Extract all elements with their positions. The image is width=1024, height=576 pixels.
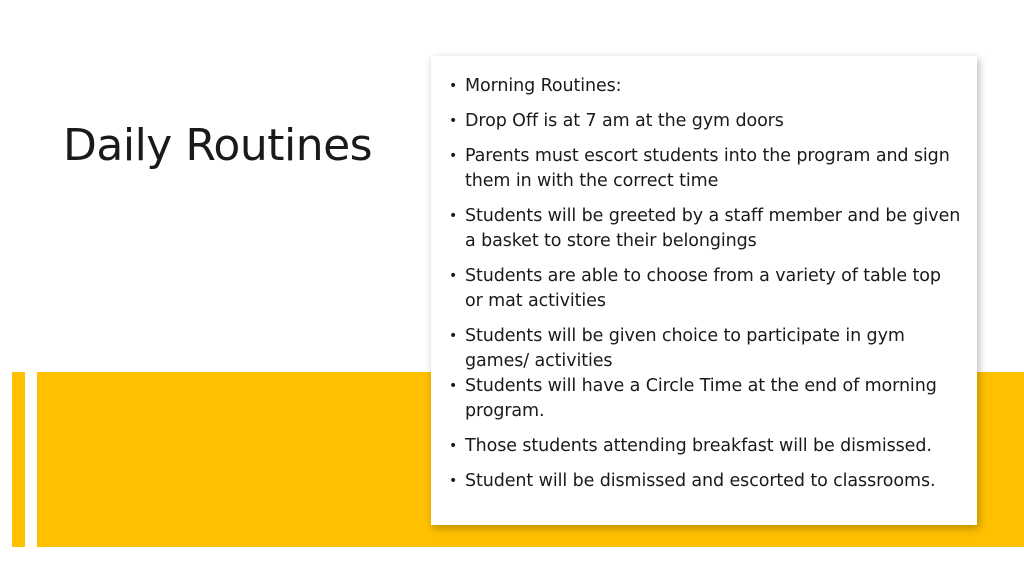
- bullet-item: [449, 204, 964, 254]
- bullet-item: [449, 374, 964, 424]
- bullet-dot-icon: •: [449, 113, 458, 129]
- bullet-text: Students will be given choice to participate in gym games/ activities: [465, 326, 905, 371]
- bullet-dot-icon: •: [449, 328, 458, 344]
- bullet-text: Parents must escort students into the program and sign them in with the correct time: [465, 146, 950, 191]
- bullet-dot-icon: •: [449, 473, 458, 489]
- bullet-item: [449, 109, 964, 134]
- bullet-text: Student will be dismissed and escorted to classrooms.: [465, 471, 936, 491]
- content-card: [431, 56, 977, 525]
- bullet-dot-icon: •: [449, 268, 458, 284]
- bullet-dot-icon: •: [449, 208, 458, 224]
- accent-bar-small: [12, 372, 25, 547]
- bullet-text: Students are able to choose from a variety of table top or mat activities: [465, 266, 941, 311]
- bullet-dot-icon: •: [449, 78, 458, 94]
- bullet-item: [449, 434, 964, 459]
- bullet-item: [449, 144, 964, 194]
- bullet-item: [449, 74, 964, 99]
- bullet-text: Those students attending breakfast will be dismissed.: [465, 436, 932, 456]
- bullet-dot-icon: •: [449, 438, 458, 454]
- bullet-dot-icon: •: [449, 148, 458, 164]
- bullet-text: Drop Off is at 7 am at the gym doors: [465, 111, 784, 131]
- bullet-text: Morning Routines:: [465, 76, 622, 96]
- bullet-text: Students will have a Circle Time at the end of morning program.: [465, 376, 937, 421]
- bullet-item: [449, 469, 964, 494]
- slide-title: Daily Routines: [63, 120, 373, 171]
- bullet-item: [449, 264, 964, 314]
- bullet-text: Students will be greeted by a staff member and be given a basket to store their belongings: [465, 206, 961, 251]
- bullet-list: [449, 74, 964, 504]
- bullet-item: [449, 324, 964, 374]
- bullet-dot-icon: •: [449, 378, 458, 394]
